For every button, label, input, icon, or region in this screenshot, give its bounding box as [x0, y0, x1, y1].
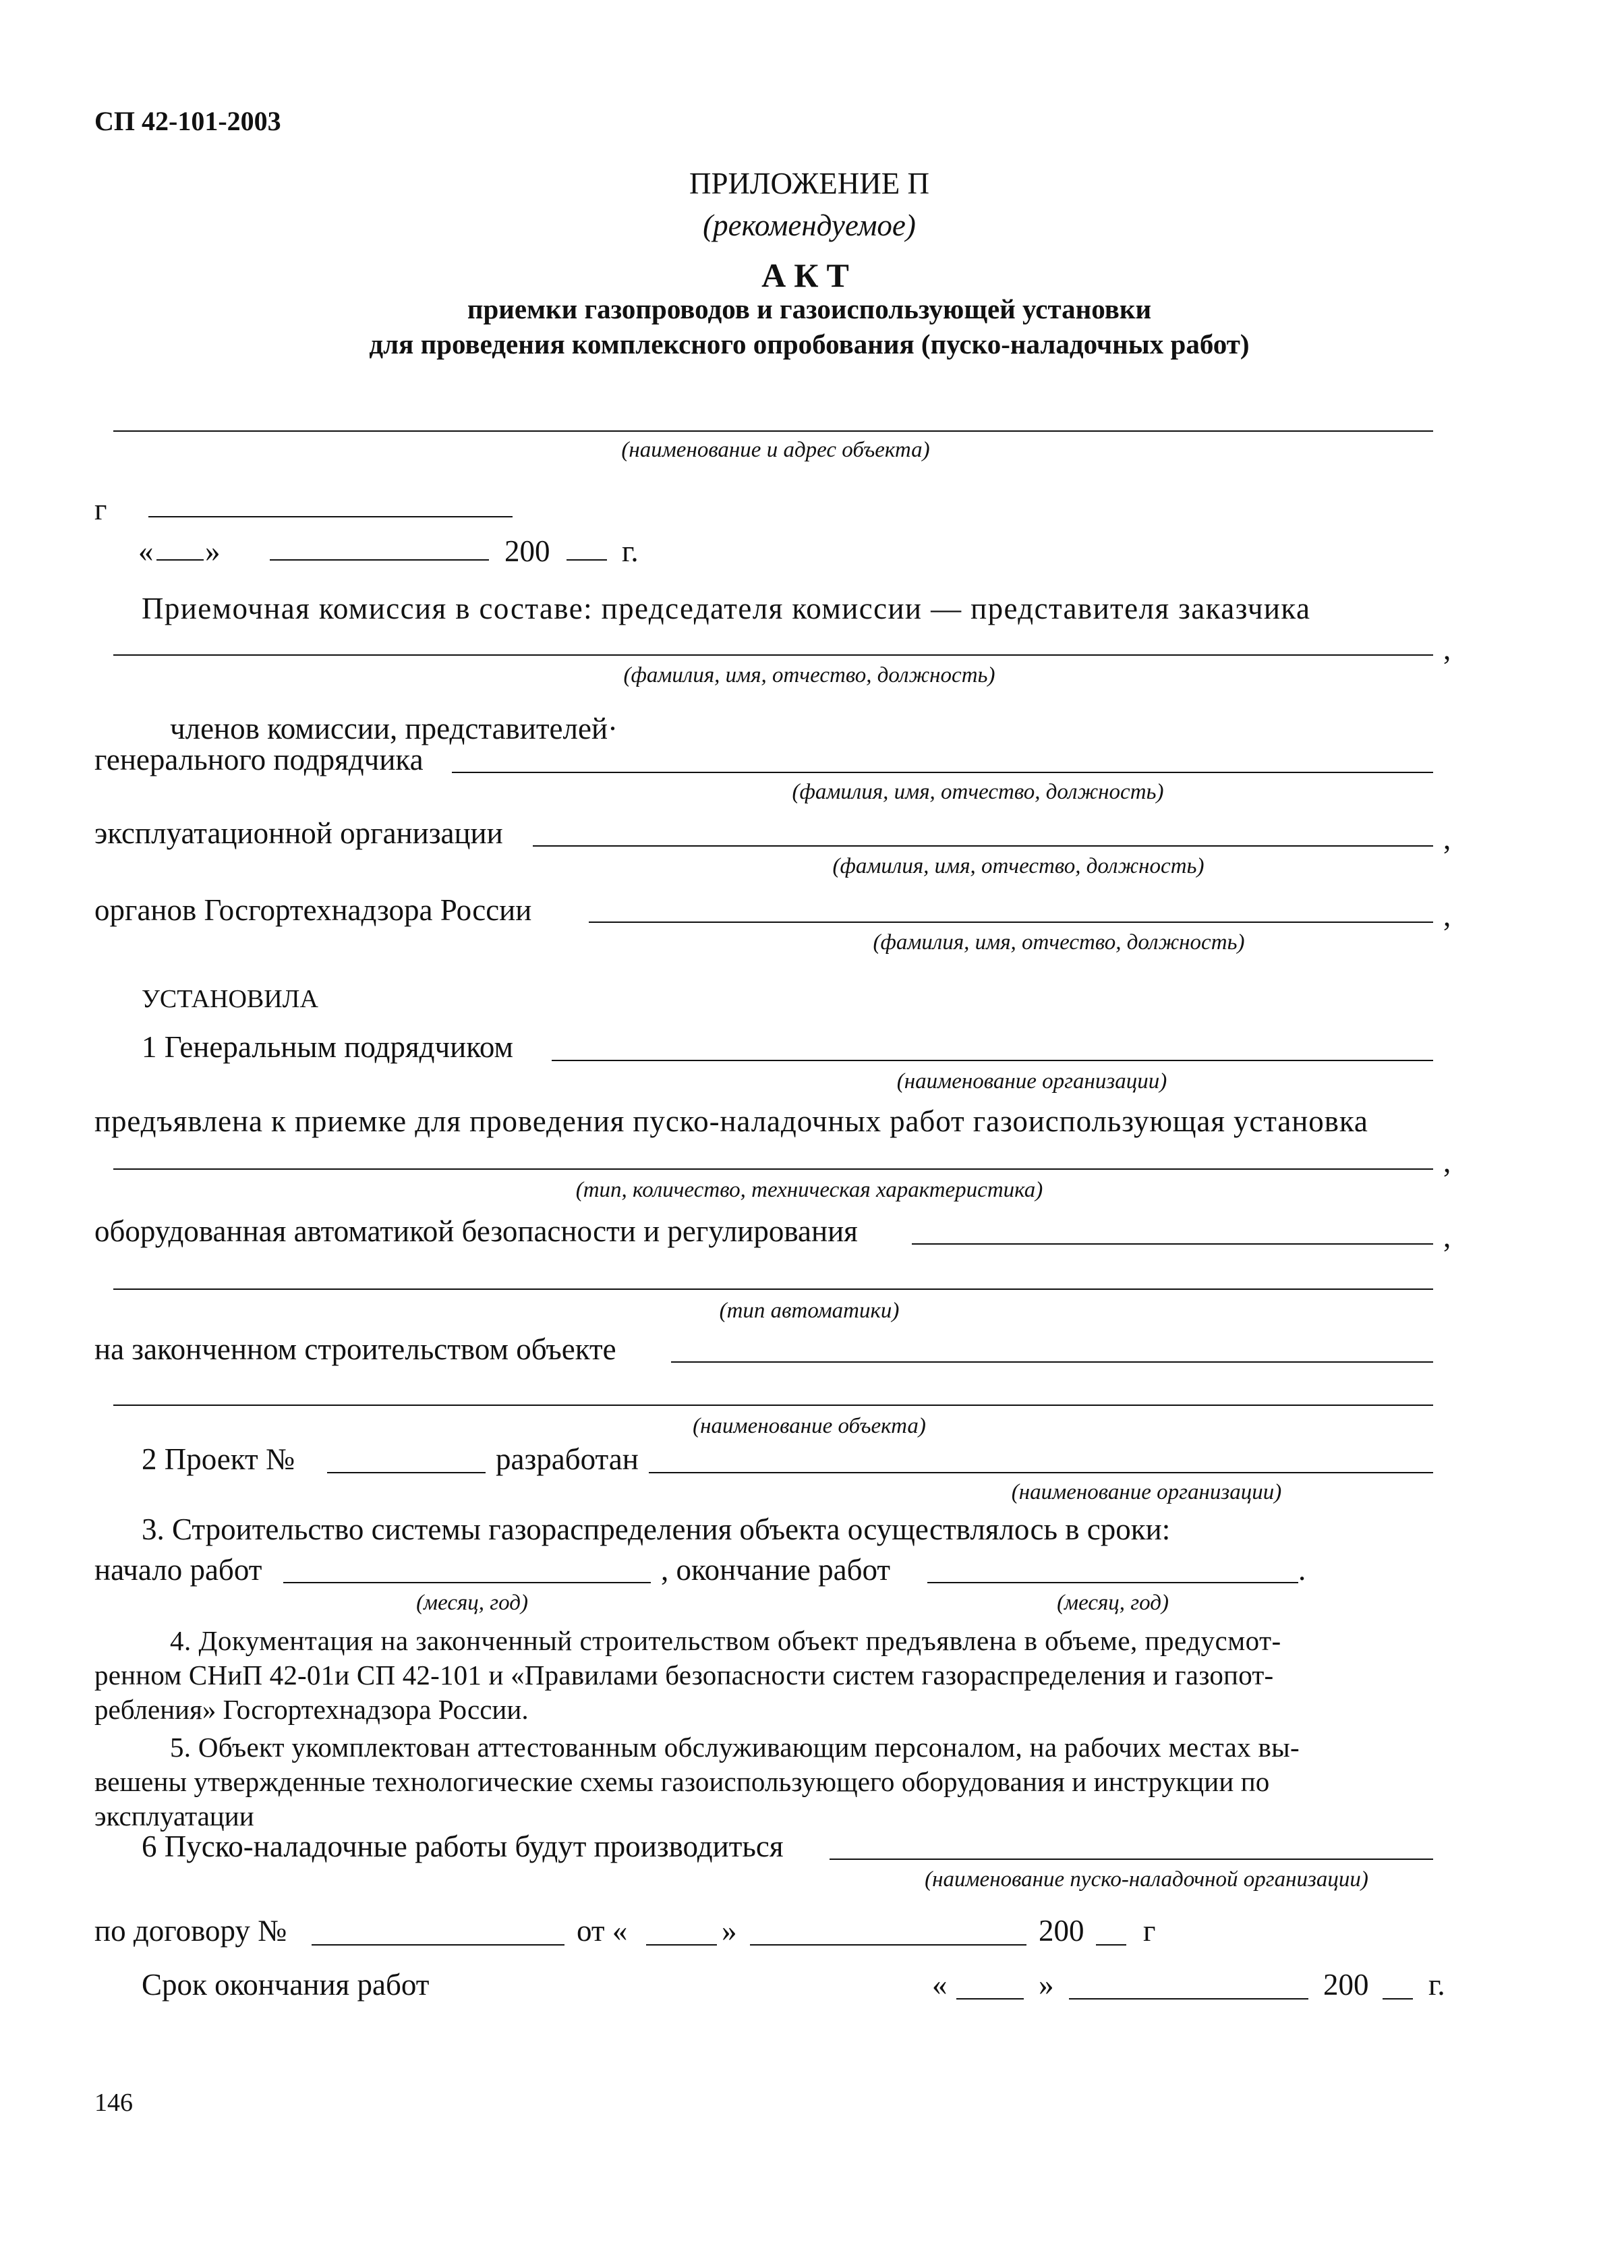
appendix-title: ПРИЛОЖЕНИЕ П: [689, 167, 929, 200]
gosgortekhnadzor-line[interactable]: [589, 922, 1433, 923]
caption-operating-org: (фамилия, имя, отчество, должность): [832, 854, 1205, 878]
item5-line3: эксплуатации: [94, 1801, 254, 1832]
deadline-year-line[interactable]: [1383, 1998, 1413, 2000]
gosgortekhnadzor-comma: ,: [1443, 899, 1451, 932]
city-line[interactable]: [148, 516, 513, 517]
appendix-status: (рекомендуемое): [703, 208, 916, 242]
chairman-line[interactable]: [113, 654, 1433, 656]
caption-object-name: (наименование объекта): [693, 1414, 926, 1438]
operating-org-line[interactable]: [533, 845, 1433, 847]
item5-line1: 5. Объект укомплектован аттестованным обслуживающим персоналом, на рабочих местах вы-: [170, 1732, 1300, 1763]
item4-line3: ребления» Госгортехнадзора России.: [94, 1694, 529, 1725]
caption-installation: (тип, количество, техническая характеристика): [575, 1178, 1043, 1202]
work-start-line[interactable]: [283, 1582, 651, 1583]
city-label: г: [94, 492, 107, 526]
caption-automation: (тип автоматики): [719, 1299, 900, 1323]
project-developer-line[interactable]: [649, 1472, 1433, 1473]
act-heading: АКТ: [761, 256, 857, 294]
commission-intro: Приемочная комиссия в составе: председателя комиссии — представителя заказчика: [142, 592, 1311, 625]
operating-org-label: эксплуатационной организации: [94, 816, 503, 850]
installation-comma: ,: [1443, 1145, 1451, 1179]
automation-comma: ,: [1443, 1220, 1451, 1253]
caption-project-org: (наименование организации): [1011, 1480, 1282, 1504]
contract-year-suffix: г: [1143, 1914, 1156, 1948]
item4-line1: 4. Документация на законченный строительством объект предъявлена в объеме, предусмот-: [170, 1625, 1281, 1656]
caption-work-start: (месяц, год): [416, 1591, 528, 1615]
commissioning-org-line[interactable]: [830, 1859, 1433, 1860]
work-end-label: , окончание работ: [661, 1553, 891, 1587]
date-month-line[interactable]: [270, 559, 489, 561]
gosgortekhnadzor-label: органов Госгортехнадзора России: [94, 893, 532, 927]
date-quote-open: «: [138, 534, 154, 568]
presented-text: предъявлена к приемке для проведения пуско-наладочных работ газоиспользующая установка: [94, 1104, 1368, 1138]
installation-line[interactable]: [113, 1168, 1433, 1170]
doc-code: СП 42-101-2003: [94, 106, 281, 136]
caption-general-contractor: (фамилия, имя, отчество, должность): [792, 780, 1164, 804]
deadline-year-prefix: 200: [1323, 1968, 1369, 2002]
work-end-line[interactable]: [927, 1582, 1298, 1583]
act-subtitle-line2: для проведения комплексного опробования (пуско-наладочных работ): [369, 329, 1250, 360]
project-number-line[interactable]: [327, 1472, 486, 1473]
item1-contractor-line[interactable]: [552, 1060, 1433, 1061]
item2-developed-label: разработан: [496, 1442, 639, 1476]
work-end-period: .: [1298, 1553, 1306, 1587]
date-quote-close: »: [205, 534, 221, 568]
contract-no-label: по договору №: [94, 1914, 287, 1948]
caption-gosgortekhnadzor: (фамилия, имя, отчество, должность): [873, 930, 1245, 955]
operating-org-comma: ,: [1443, 822, 1451, 855]
item3-text: 3. Строительство системы газораспределения объекта осуществлялось в сроки:: [142, 1512, 1171, 1546]
contract-from-label: от «: [577, 1914, 628, 1948]
item4-line2: ренном СНиП 42-01и СП 42-101 и «Правилами безопасности систем газораспределения и газопот-: [94, 1660, 1274, 1691]
caption-item1-org: (наименование организации): [896, 1069, 1167, 1094]
members-label: членов комиссии, представителей·: [170, 712, 618, 745]
caption-commissioning-org: (наименование пуско-наладочной организации): [925, 1867, 1368, 1892]
established-heading: УСТАНОВИЛА: [142, 985, 318, 1013]
work-start-label: начало работ: [94, 1553, 262, 1587]
deadline-month-line[interactable]: [1069, 1998, 1308, 2000]
equipped-text: оборудованная автоматикой безопасности и регулирования: [94, 1214, 858, 1248]
general-contractor-line[interactable]: [452, 772, 1433, 773]
deadline-quote-open: «: [932, 1968, 948, 2002]
deadline-quote-close: »: [1039, 1968, 1054, 2002]
contract-number-line[interactable]: [312, 1944, 564, 1946]
contract-year-prefix: 200: [1039, 1914, 1084, 1948]
date-year-line[interactable]: [567, 559, 607, 561]
automation-line-1[interactable]: [912, 1243, 1433, 1245]
contract-quote-close: »: [722, 1914, 737, 1948]
automation-line-2[interactable]: [113, 1288, 1433, 1290]
general-contractor-label: генерального подрядчика: [94, 743, 424, 776]
deadline-day-line[interactable]: [956, 1998, 1024, 2000]
caption-work-end: (месяц, год): [1057, 1591, 1169, 1615]
deadline-year-suffix: г.: [1428, 1968, 1445, 2002]
contract-year-line[interactable]: [1096, 1944, 1126, 1946]
caption-object-address: (наименование и адрес объекта): [621, 438, 930, 462]
contract-day-line[interactable]: [646, 1944, 717, 1946]
date-year-suffix: г.: [622, 534, 639, 568]
object-line-1[interactable]: [671, 1361, 1433, 1363]
act-subtitle-line1: приемки газопроводов и газоиспользующей установки: [467, 293, 1152, 324]
item6-text: 6 Пуско-наладочные работы будут производиться: [142, 1830, 784, 1863]
contract-month-line[interactable]: [750, 1944, 1026, 1946]
item1-label: 1 Генеральным подрядчиком: [142, 1030, 513, 1064]
page-number: 146: [94, 2089, 133, 2117]
caption-chairman: (фамилия, имя, отчество, должность): [623, 663, 995, 687]
chairman-comma: ,: [1443, 632, 1451, 666]
object-line-2[interactable]: [113, 1405, 1433, 1406]
object-name-line[interactable]: [113, 430, 1433, 432]
deadline-label: Срок окончания работ: [142, 1968, 430, 2002]
item2-project-label: 2 Проект №: [142, 1442, 295, 1476]
at-object-text: на законченном строительством объекте: [94, 1332, 616, 1366]
date-year-prefix: 200: [504, 534, 550, 568]
date-day-line[interactable]: [156, 559, 204, 561]
item5-line2: вешены утвержденные технологические схемы газоиспользующего оборудования и инструкции по: [94, 1766, 1270, 1797]
